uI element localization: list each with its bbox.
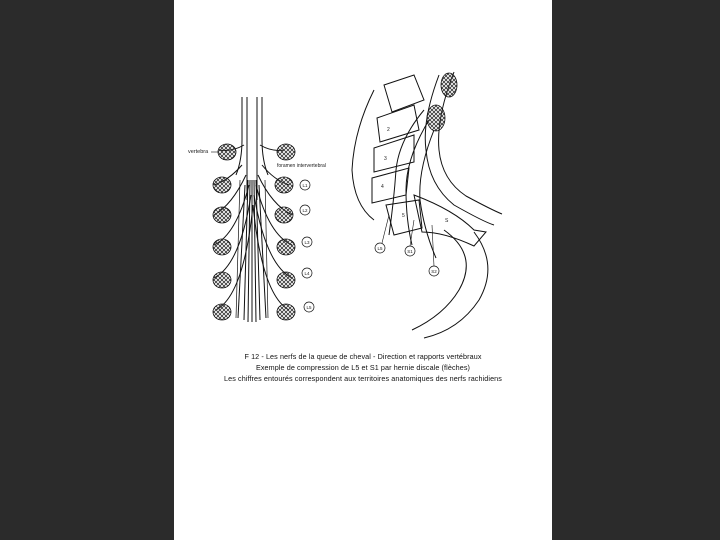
level-mark: L2 (302, 208, 308, 213)
cord-left-edge (236, 97, 242, 175)
caption-line-2: Exemple de compression de L5 et S1 par hernie discale (flèches) (255, 363, 471, 372)
vertebra-number: 4 (381, 184, 384, 190)
cauda-equina-diagram (174, 0, 552, 540)
vertebra-label: vertebra (188, 149, 209, 155)
root-label: S1 (407, 249, 413, 254)
cord-right-edge (262, 97, 268, 175)
sacrum-number: S (445, 218, 449, 224)
vertebra-number: 5 (402, 213, 405, 219)
root-label: L5 (377, 246, 383, 251)
level-mark: L1 (302, 183, 308, 188)
root-label: S2 (431, 269, 437, 274)
foramen-label: foramen intervertebral (277, 163, 326, 169)
right-spine-diagram (352, 72, 502, 338)
level-mark: L4 (304, 271, 310, 276)
vertebra-number: 3 (384, 156, 387, 162)
slide-page (174, 0, 552, 540)
level-mark: L5 (306, 305, 312, 310)
right-root-labels (375, 243, 439, 276)
level-mark: L3 (304, 240, 310, 245)
caption-line-3: Les chiffres entourés correspondent aux territoires anatomiques des nerfs rachidiens (224, 374, 502, 383)
caption-line-1: F 12 - Les nerfs de la queue de cheval - Direction et rapports vertébraux (244, 352, 482, 361)
right-discs (427, 73, 457, 131)
left-level-marks (300, 180, 314, 312)
left-vertebrae (213, 144, 295, 320)
vertebra-number: 2 (387, 127, 390, 133)
